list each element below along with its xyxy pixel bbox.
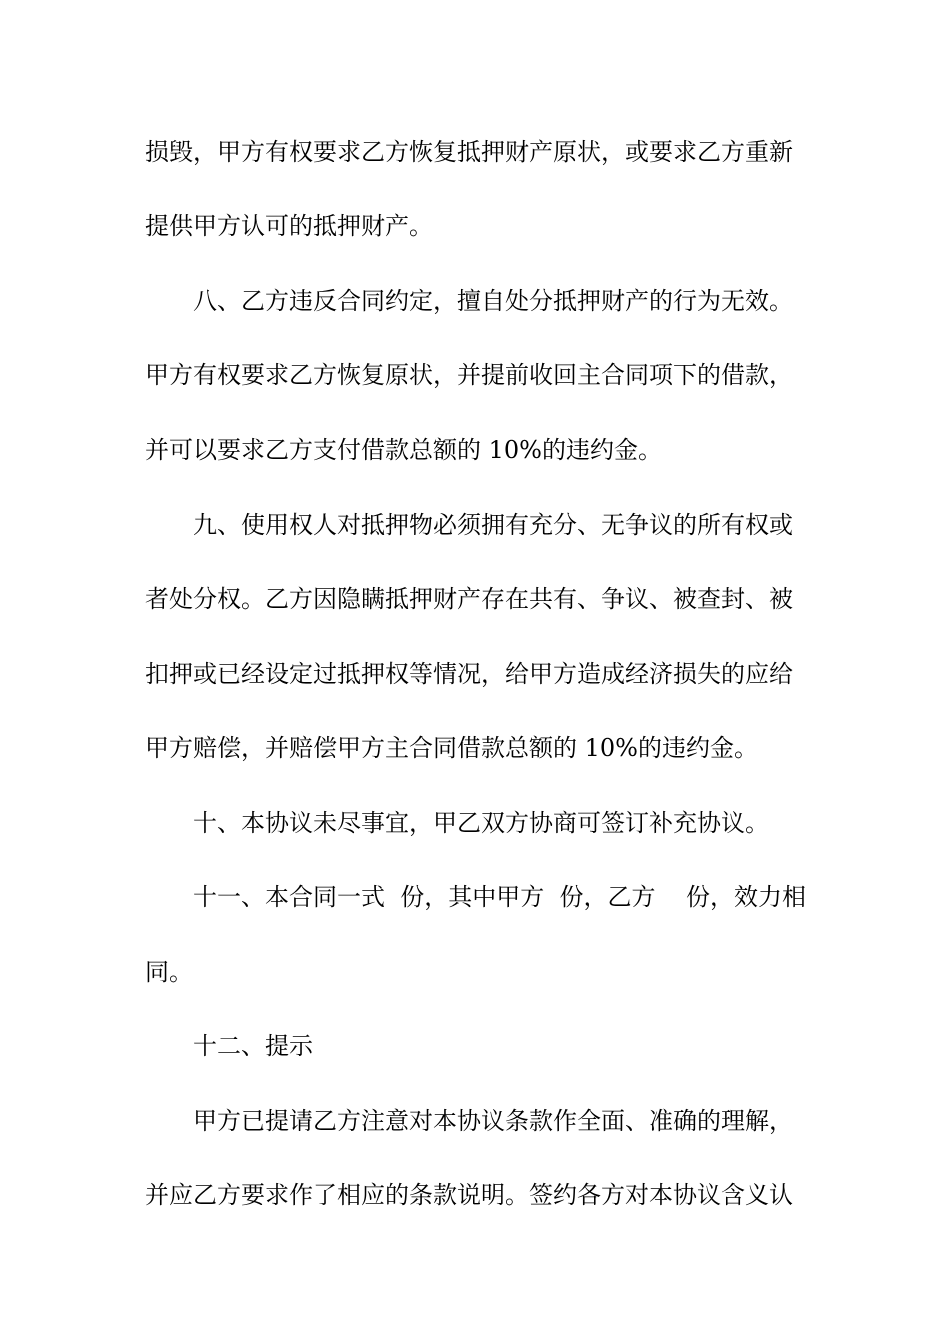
- text-line: 并可以要求乙方支付借款总额的 10%的违约金。: [145, 436, 662, 464]
- text-line: 甲方赔偿，并赔偿甲方主合同借款总额的 10%的违约金。: [145, 734, 758, 762]
- text-line: 甲方有权要求乙方恢复原状，并提前收回主合同项下的借款，: [145, 361, 793, 389]
- clause-11-line: 十一、本合同一式 份，其中甲方 份，乙方 份，效力相: [193, 883, 807, 911]
- text-line: 者处分权。乙方因隐瞒抵押财产存在共有、争议、被查封、被: [145, 585, 793, 613]
- text-line: 同。: [145, 958, 193, 986]
- clause-9-heading-line: 九、使用权人对抵押物必须拥有充分、无争议的所有权或: [193, 511, 793, 539]
- text-line: 提供甲方认可的抵押财产。: [145, 212, 433, 240]
- notice-paragraph-line: 甲方已提请乙方注意对本协议条款作全面、准确的理解，: [193, 1107, 793, 1135]
- text-line: 扣押或已经设定过抵押权等情况，给甲方造成经济损失的应给: [145, 660, 793, 688]
- text-line: 并应乙方要求作了相应的条款说明。签约各方对本协议含义认: [145, 1181, 793, 1209]
- clause-8-heading-line: 八、乙方违反合同约定，擅自处分抵押财产的行为无效。: [193, 287, 793, 315]
- text-line: 损毁，甲方有权要求乙方恢复抵押财产原状，或要求乙方重新: [145, 138, 793, 166]
- clause-12-heading: 十二、提示: [193, 1032, 313, 1060]
- clause-10-line: 十、本协议未尽事宜，甲乙双方协商可签订补充协议。: [193, 809, 769, 837]
